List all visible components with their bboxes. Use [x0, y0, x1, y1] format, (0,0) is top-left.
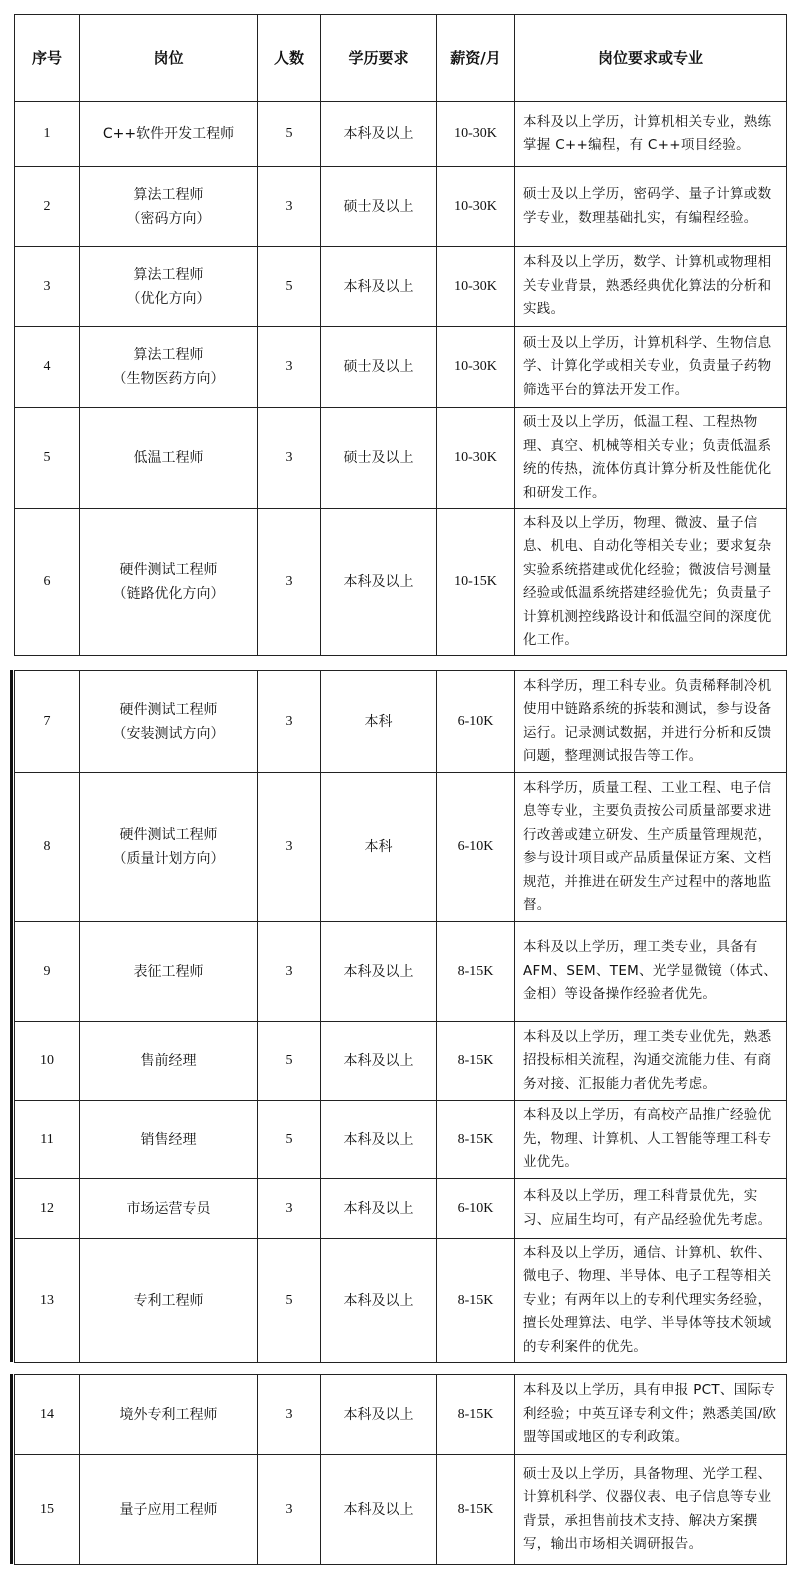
- row-salary: 8-15K: [437, 922, 515, 1022]
- row-count: 3: [258, 408, 321, 509]
- position-line: （链路优化方向）: [112, 586, 225, 602]
- position-line: （密码方向）: [126, 210, 211, 227]
- table-row: [15, 102, 787, 167]
- row-requirement: 硕士及以上学历，计算机科学、生物信息学、计算化学或相关专业，负责量子药物筛选平台的算法开发工作。: [515, 327, 787, 408]
- row-requirement: 本科及以上学历，物理、微波、量子信息、机电、自动化等相关专业；要求复杂实验系统搭建或优化经验；微波信号测量经验或低温系统搭建经验优先；负责量子计算机测控线路设计和低温空间的深度优化工作。: [515, 509, 787, 656]
- row-no: 14: [15, 1375, 80, 1455]
- row-education: 本科及以上: [321, 1239, 437, 1363]
- position-line: 量子应用工程师: [119, 1501, 218, 1518]
- row-position: [80, 327, 258, 408]
- position-line: （质量计划方向）: [112, 851, 225, 867]
- header-row: [15, 15, 787, 102]
- row-count: 5: [258, 1101, 321, 1179]
- row-position: [80, 1375, 258, 1455]
- row-position: [80, 102, 258, 167]
- table-row: [15, 167, 787, 247]
- row-no: 13: [15, 1239, 80, 1363]
- position-line: 算法工程师: [133, 347, 204, 363]
- row-position: [80, 247, 258, 327]
- row-education: 本科及以上: [321, 102, 437, 167]
- row-no: 2: [15, 167, 80, 247]
- row-count: 5: [258, 102, 321, 167]
- row-salary: 8-15K: [437, 1455, 515, 1565]
- row-count: 3: [258, 327, 321, 408]
- row-education: 本科: [321, 773, 437, 922]
- position-line: 表征工程师: [133, 963, 204, 980]
- row-count: 3: [258, 671, 321, 773]
- position-line: 算法工程师: [133, 186, 204, 203]
- row-no: 10: [15, 1022, 80, 1101]
- row-education: 本科及以上: [321, 1375, 437, 1455]
- row-salary: 6-10K: [437, 671, 515, 773]
- row-salary: 8-15K: [437, 1101, 515, 1179]
- row-salary: 10-30K: [437, 167, 515, 247]
- row-no: 6: [15, 509, 80, 656]
- row-salary: 10-30K: [437, 102, 515, 167]
- row-education: 本科及以上: [321, 509, 437, 656]
- row-requirement: 本科学历，质量工程、工业工程、电子信息等专业，主要负责按公司质量部要求进行改善或建立研发、生产质量管理规范，参与设计项目或产品质量保证方案、文档规范，并推进在研发生产过程中的落地监督。: [515, 773, 787, 922]
- position-line: C++软件开发工程师: [102, 126, 235, 142]
- row-no: 12: [15, 1179, 80, 1239]
- row-count: 3: [258, 773, 321, 922]
- position-line: 境外专利工程师: [119, 1406, 218, 1423]
- row-no: 15: [15, 1455, 80, 1565]
- row-count: 3: [258, 167, 321, 247]
- row-count: 3: [258, 1179, 321, 1239]
- row-position: [80, 922, 258, 1022]
- section-left-edge: [10, 670, 13, 1362]
- position-line: 硬件测试工程师: [119, 701, 218, 718]
- row-requirement: 本科及以上学历，计算机相关专业，熟练掌握 C++编程，有 C++项目经验。: [515, 102, 787, 167]
- row-salary: 10-30K: [437, 247, 515, 327]
- table-row: [15, 247, 787, 327]
- position-line: （优化方向）: [126, 290, 211, 307]
- recruitment-table-part-1: [14, 14, 787, 656]
- row-requirement: 硕士及以上学历，具备物理、光学工程、计算机科学、仪器仪表、电子信息等专业背景，承担售前技术支持、解决方案撰写，输出市场相关调研报告。: [515, 1455, 787, 1565]
- row-count: 3: [258, 509, 321, 656]
- row-requirement: 本科及以上学历，理工类专业优先，熟悉招投标相关流程，沟通交流能力佳、有商务对接、汇报能力者优先考虑。: [515, 1022, 787, 1101]
- header-education: 学历要求: [321, 15, 437, 102]
- position-line: （安装测试方向）: [112, 725, 225, 742]
- row-salary: 8-15K: [437, 1375, 515, 1455]
- table-row: [15, 1179, 787, 1239]
- row-count: 5: [258, 1239, 321, 1363]
- header-salary: 薪资/月: [437, 15, 515, 102]
- row-education: 本科及以上: [321, 1101, 437, 1179]
- row-no: 4: [15, 327, 80, 408]
- row-requirement: 硕士及以上学历，低温工程、工程热物理、真空、机械等相关专业；负责低温系统的传热，流体仿真计算分析及性能优化和研发工作。: [515, 408, 787, 509]
- row-count: 5: [258, 1022, 321, 1101]
- table-section-2: [14, 670, 786, 1362]
- row-education: 硕士及以上: [321, 327, 437, 408]
- row-no: 3: [15, 247, 80, 327]
- row-salary: 6-10K: [437, 773, 515, 922]
- row-position: [80, 1455, 258, 1565]
- position-line: 算法工程师: [133, 266, 204, 283]
- row-position: [80, 1179, 258, 1239]
- row-salary: 10-30K: [437, 408, 515, 509]
- row-requirement: 本科及以上学历，通信、计算机、软件、微电子、物理、半导体、电子工程等相关专业；有两年以上的专利代理实务经验，擅长处理算法、电学、半导体等技术领域的专利案件的优先。: [515, 1239, 787, 1363]
- row-education: 硕士及以上: [321, 167, 437, 247]
- row-requirement: 本科学历，理工科专业。负责稀释制冷机使用中链路系统的拆装和测试，参与设备运行。记录测试数据，并进行分析和反馈问题，整理测试报告等工作。: [515, 671, 787, 773]
- header-position: 岗位: [80, 15, 258, 102]
- row-no: 5: [15, 408, 80, 509]
- header-requirement: 岗位要求或专业: [515, 15, 787, 102]
- row-salary: 10-30K: [437, 327, 515, 408]
- row-no: 7: [15, 671, 80, 773]
- row-education: 本科及以上: [321, 247, 437, 327]
- table-row: [15, 327, 787, 408]
- row-count: 3: [258, 1455, 321, 1565]
- table-row: [15, 408, 787, 509]
- row-education: 本科及以上: [321, 1455, 437, 1565]
- row-requirement: 本科及以上学历，有高校产品推广经验优先，物理、计算机、人工智能等理工科专业优先。: [515, 1101, 787, 1179]
- row-position: [80, 773, 258, 922]
- table-row: [15, 773, 787, 922]
- row-count: 3: [258, 922, 321, 1022]
- row-no: 8: [15, 773, 80, 922]
- table-row: [15, 671, 787, 773]
- row-no: 9: [15, 922, 80, 1022]
- position-line: 低温工程师: [133, 450, 204, 466]
- position-line: 售前经理: [140, 1053, 197, 1069]
- table-section-1: [14, 14, 786, 655]
- row-count: 3: [258, 1375, 321, 1455]
- table-row: [15, 1375, 787, 1455]
- table-row: [15, 922, 787, 1022]
- row-no: 1: [15, 102, 80, 167]
- header-count: 人数: [258, 15, 321, 102]
- position-line: （生物医药方向）: [112, 371, 225, 387]
- position-line: 硬件测试工程师: [119, 562, 218, 578]
- row-education: 本科及以上: [321, 1179, 437, 1239]
- row-education: 本科: [321, 671, 437, 773]
- row-position: [80, 1239, 258, 1363]
- row-requirement: 本科及以上学历，具有申报 PCT、国际专利经验；中英互译专利文件；熟悉美国/欧盟等国或地区的专利政策。: [515, 1375, 787, 1455]
- position-line: 专利工程师: [133, 1292, 204, 1309]
- row-requirement: 硕士及以上学历，密码学、量子计算或数学专业，数理基础扎实，有编程经验。: [515, 167, 787, 247]
- row-salary: 8-15K: [437, 1239, 515, 1363]
- row-requirement: 本科及以上学历，数学、计算机或物理相关专业背景，熟悉经典优化算法的分析和实践。: [515, 247, 787, 327]
- row-requirement: 本科及以上学历，理工类专业，具备有AFM、SEM、TEM、光学显微镜（体式、金相）等设备操作经验者优先。: [515, 922, 787, 1022]
- header-no: 序号: [15, 15, 80, 102]
- recruitment-table-part-3: [14, 1374, 787, 1565]
- row-education: 本科及以上: [321, 1022, 437, 1101]
- row-salary: 8-15K: [437, 1022, 515, 1101]
- position-line: 硬件测试工程师: [119, 827, 218, 843]
- row-position: [80, 1101, 258, 1179]
- table-row: [15, 1022, 787, 1101]
- row-no: 11: [15, 1101, 80, 1179]
- table-section-3: [14, 1374, 786, 1564]
- row-salary: 6-10K: [437, 1179, 515, 1239]
- row-education: 硕士及以上: [321, 408, 437, 509]
- position-line: 销售经理: [140, 1131, 197, 1148]
- row-requirement: 本科及以上学历，理工科背景优先，实习、应届生均可，有产品经验优先考虑。: [515, 1179, 787, 1239]
- section-left-edge: [10, 1374, 13, 1564]
- position-line: 市场运营专员: [126, 1200, 211, 1217]
- row-count: 5: [258, 247, 321, 327]
- row-position: [80, 671, 258, 773]
- row-salary: 10-15K: [437, 509, 515, 656]
- table-row: [15, 509, 787, 656]
- table-row: [15, 1101, 787, 1179]
- row-position: [80, 509, 258, 656]
- row-position: [80, 1022, 258, 1101]
- row-position: [80, 167, 258, 247]
- table-row: [15, 1455, 787, 1565]
- row-education: 本科及以上: [321, 922, 437, 1022]
- row-position: [80, 408, 258, 509]
- recruitment-table-part-2: [14, 670, 787, 1363]
- table-row: [15, 1239, 787, 1363]
